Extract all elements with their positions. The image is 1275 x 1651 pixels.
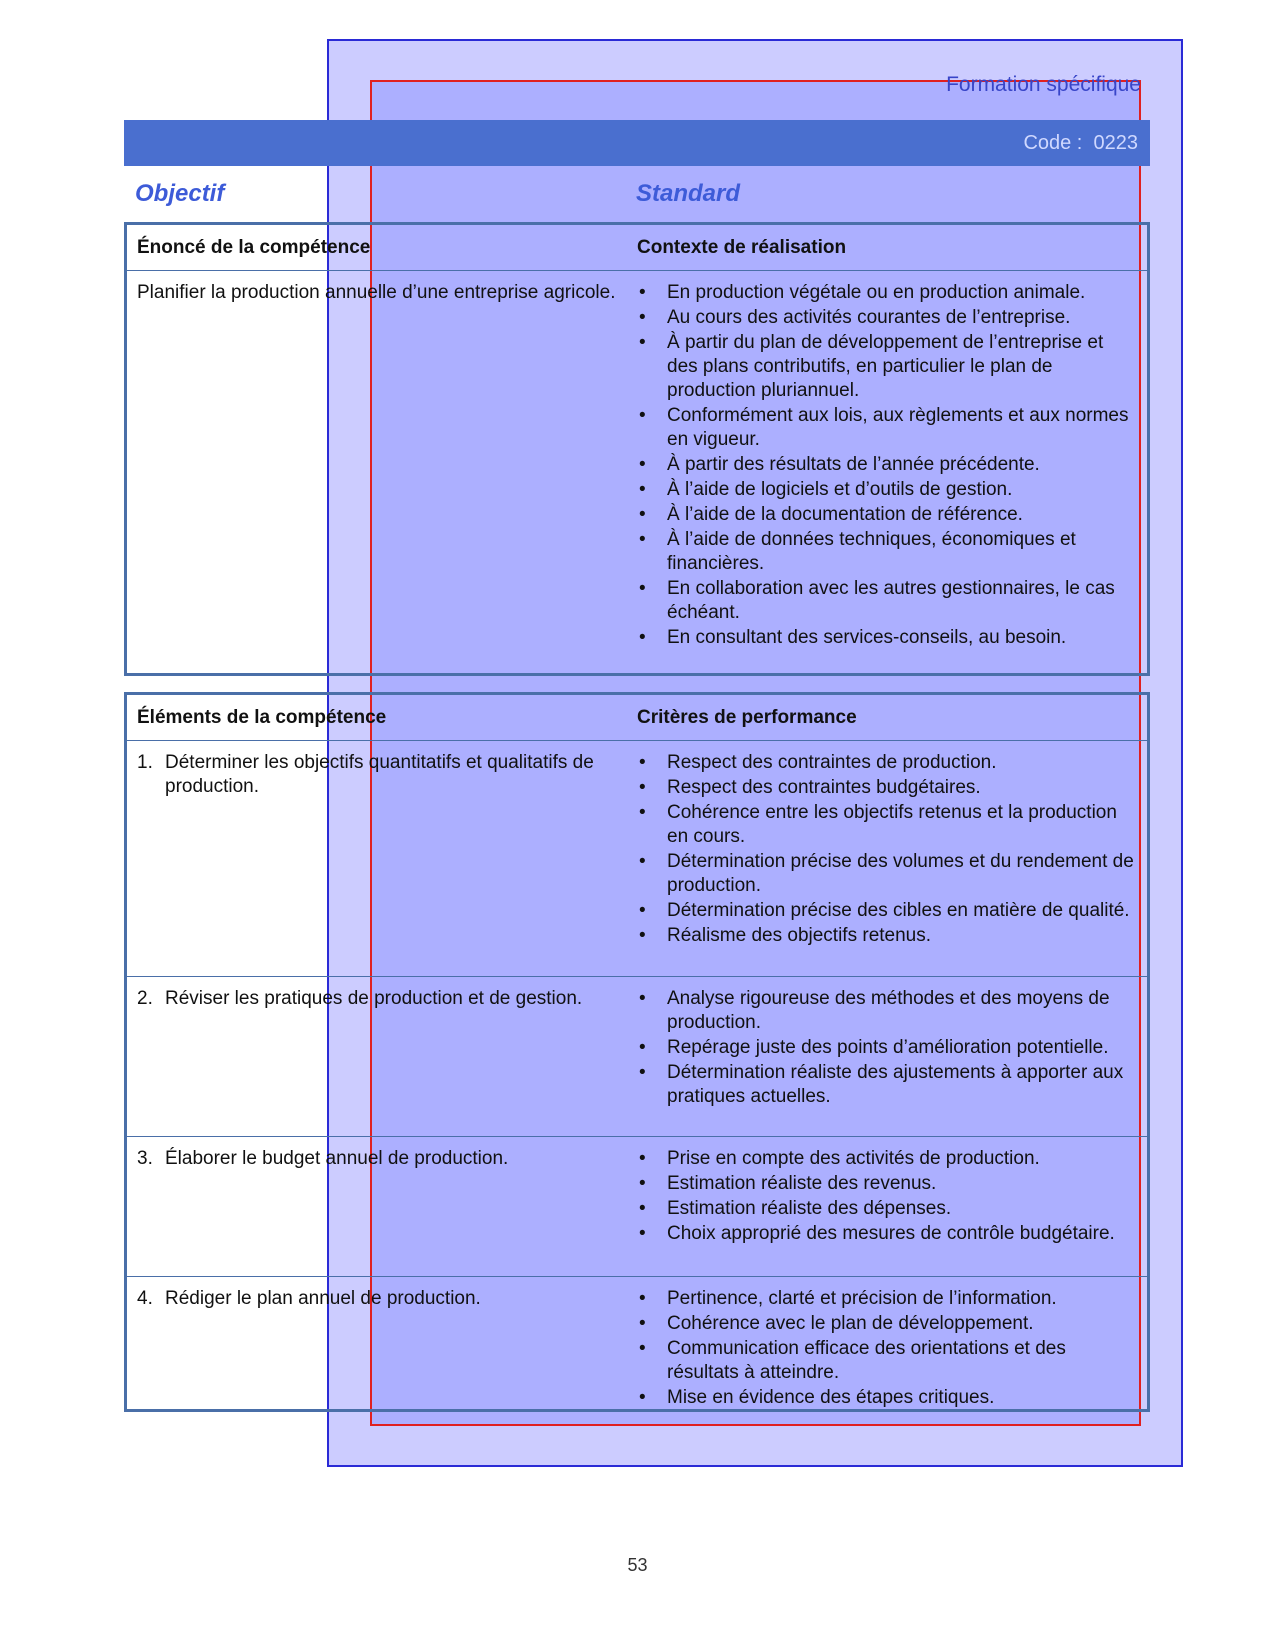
- criteria-list-2: [637, 987, 1137, 1109]
- list-item: • Respect des contraintes de production.: [637, 751, 1137, 775]
- list-item: • Respect des contraintes budgétaires.: [637, 776, 1137, 800]
- list-item: • À partir du plan de développement de l’entreprise et des plans contributifs, en particulier le plan de production pluriannuel.: [637, 331, 1137, 403]
- criteria-col-3: [637, 1147, 1147, 1276]
- code-label: Code : 0223: [1023, 131, 1138, 154]
- list-item: • À l’aide de données techniques, économiques et financières.: [637, 528, 1137, 576]
- list-item: • En consultant des services-conseils, au besoin.: [637, 626, 1137, 650]
- list-item: • Estimation réaliste des revenus.: [637, 1172, 1137, 1196]
- table-row: [127, 1137, 1147, 1277]
- list-item: • Conformément aux lois, aux règlements et aux normes en vigueur.: [637, 404, 1137, 452]
- list-item: • Au cours des activités courantes de l’entreprise.: [637, 306, 1137, 330]
- criteria-col-1: [637, 751, 1147, 976]
- list-item: • En production végétale ou en production animale.: [637, 281, 1137, 305]
- list-item: • Cohérence avec le plan de développement.: [637, 1312, 1137, 1336]
- criteria-col-2: [637, 987, 1147, 1136]
- element-2: 2. Réviser les pratiques de production et de gestion.: [137, 988, 583, 1009]
- standard-heading: Standard: [636, 180, 741, 207]
- list-item: • En collaboration avec les autres gestionnaires, le cas échéant.: [637, 577, 1137, 625]
- competence-statement-header: Énoncé de la compétence: [137, 236, 371, 258]
- elements-box: [124, 692, 1150, 1412]
- element-1: 1. Déterminer les objectifs quantitatifs et qualitatifs de production.: [137, 752, 594, 797]
- competence-body-row: [127, 271, 1147, 651]
- context-list-col: [637, 281, 1147, 651]
- list-item: • Pertinence, clarté et précision de l’information.: [637, 1287, 1137, 1311]
- list-item: • Réalisme des objectifs retenus.: [637, 924, 1137, 948]
- code-bar: [124, 120, 1150, 166]
- list-item: • Repérage juste des points d’amélioration potentielle.: [637, 1036, 1137, 1060]
- objectif-heading: Objectif: [135, 180, 225, 207]
- list-item: • Choix approprié des mesures de contrôle budgétaire.: [637, 1222, 1137, 1246]
- context-list: [637, 281, 1137, 650]
- code-value: 0223: [1093, 131, 1138, 154]
- list-item: • Mise en évidence des étapes critiques.: [637, 1386, 1137, 1410]
- criteria-list-4: [637, 1287, 1137, 1410]
- program-title: Formation spécifique: [946, 73, 1141, 96]
- list-item: • Analyse rigoureuse des méthodes et des moyens de production.: [637, 987, 1137, 1035]
- element-4: 4. Rédiger le plan annuel de production.: [137, 1288, 481, 1309]
- list-item: • Prise en compte des activités de production.: [637, 1147, 1137, 1171]
- list-item: • Communication efficace des orientations et des résultats à atteindre.: [637, 1337, 1137, 1385]
- table-row: [127, 977, 1147, 1137]
- list-item: • À partir des résultats de l’année précédente.: [637, 453, 1137, 477]
- competence-header-row: [127, 225, 1147, 271]
- list-item: • Détermination précise des cibles en matière de qualité.: [637, 899, 1137, 923]
- elements-header-row: [127, 695, 1147, 741]
- criteria-header: Critères de performance: [637, 706, 857, 728]
- page-number: 53: [627, 1555, 648, 1575]
- table-row: [127, 741, 1147, 977]
- competence-box: [124, 222, 1150, 676]
- elements-header: Éléments de la compétence: [137, 706, 387, 728]
- element-3: 3. Élaborer le budget annuel de production.: [137, 1148, 509, 1169]
- list-item: • Détermination réaliste des ajustements à apporter aux pratiques actuelles.: [637, 1061, 1137, 1109]
- table-row: [127, 1277, 1147, 1411]
- list-item: • À l’aide de la documentation de référence.: [637, 503, 1137, 527]
- criteria-list-3: [637, 1147, 1137, 1246]
- criteria-col-4: [637, 1287, 1147, 1411]
- competence-statement: Planifier la production annuelle d’une entreprise agricole.: [137, 282, 616, 303]
- list-item: • Estimation réaliste des dépenses.: [637, 1197, 1137, 1221]
- list-item: • À l’aide de logiciels et d’outils de gestion.: [637, 478, 1137, 502]
- context-header: Contexte de réalisation: [637, 236, 847, 258]
- list-item: • Cohérence entre les objectifs retenus et la production en cours.: [637, 801, 1137, 849]
- list-item: • Détermination précise des volumes et du rendement de production.: [637, 850, 1137, 898]
- criteria-list-1: [637, 751, 1137, 948]
